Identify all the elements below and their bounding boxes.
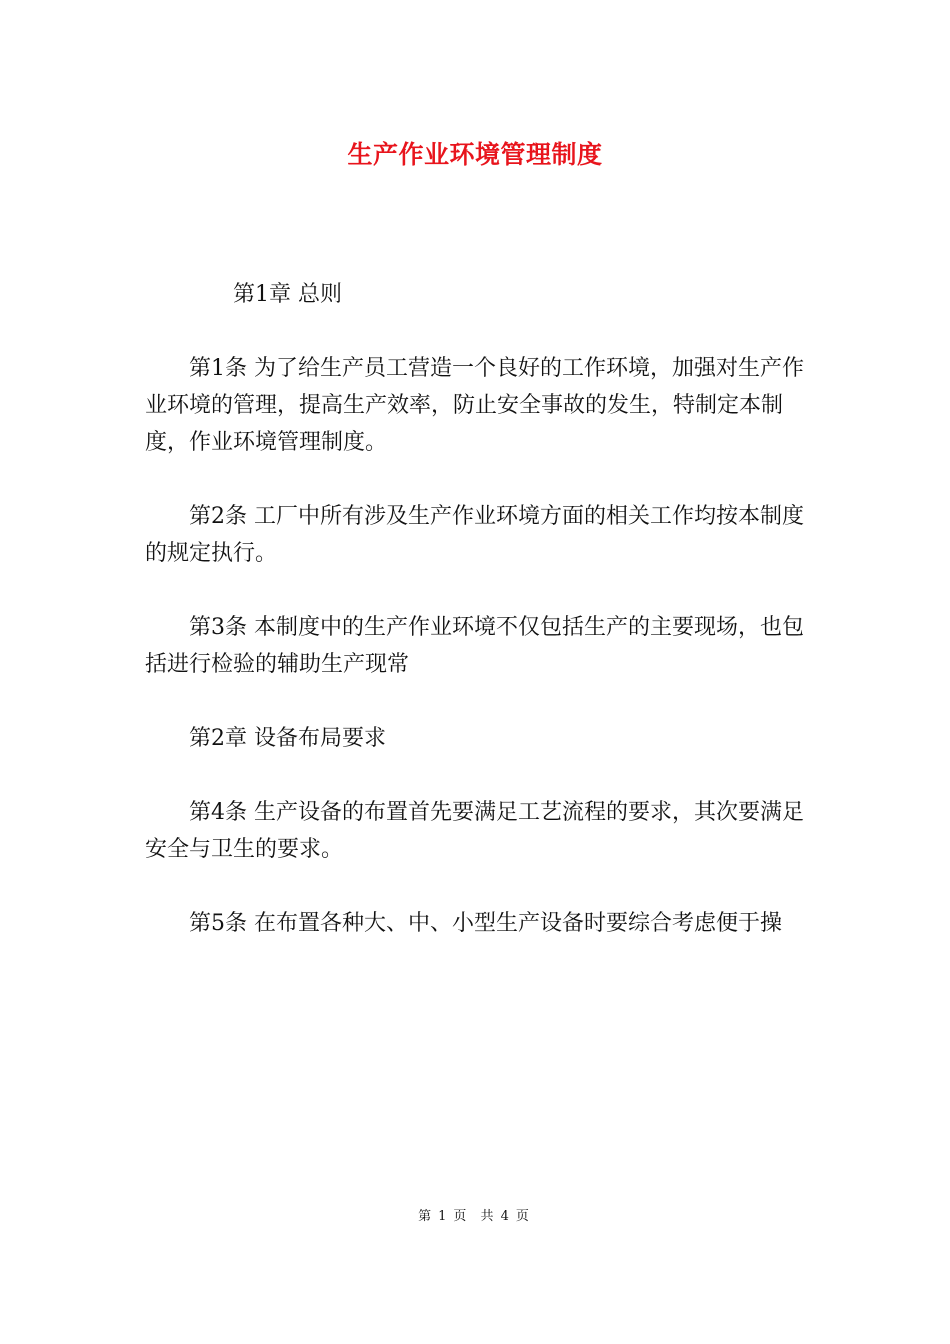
- article-5: 第5条 在布置各种大、中、小型生产设备时要综合考虑便于操: [189, 911, 782, 936]
- article-2: 第2条 工厂中所有涉及生产作业环境方面的相关工作均按本制度的规定执行。: [145, 504, 804, 566]
- document-body: [145, 276, 807, 979]
- article-1: 第1条 为了给生产员工营造一个良好的工作环境，加强对生产作业环境的管理，提高生产效率，防止安全事故的发生，特制定本制度，作业环境管理制度。: [145, 356, 804, 455]
- footer-mid: 页 共: [453, 1209, 497, 1224]
- page-footer: [0, 1208, 950, 1226]
- article-4: 第4条 生产设备的布置首先要满足工艺流程的要求，其次要满足安全与卫生的要求。: [145, 800, 804, 862]
- footer-prefix: 第: [418, 1209, 435, 1224]
- document-title: 生产作业环境管理制度: [347, 140, 603, 169]
- footer-current-page: 1: [438, 1209, 450, 1224]
- footer-suffix: 页: [515, 1209, 532, 1224]
- chapter-heading-2: 第2章 设备布局要求: [189, 726, 386, 751]
- chapter-heading-1: 第1章 总则: [233, 282, 342, 307]
- footer-total-pages: 4: [500, 1209, 512, 1224]
- article-3: 第3条 本制度中的生产作业环境不仅包括生产的主要现场，也包括进行检验的辅助生产现常: [145, 615, 804, 677]
